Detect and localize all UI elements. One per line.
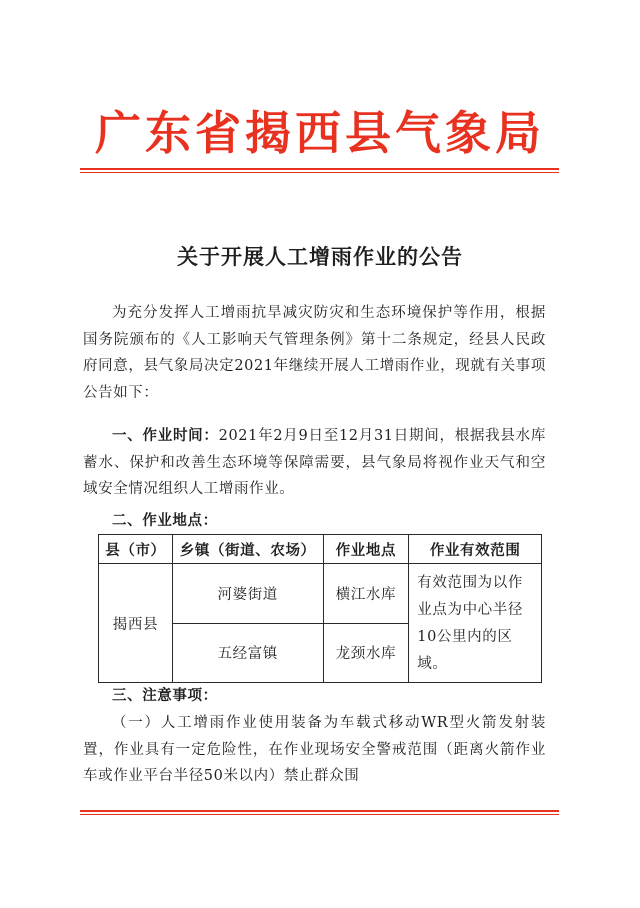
intro-paragraph: 为充分发挥人工增雨抗旱减灾防灾和生态环境保护等作用，根据国务院颁布的《人工影响天气管理条例》第十二条规定，经县人民政府同意，县气象局决定2021年继续开展人工增雨作业，现就有关事项公告如下：: [83, 305, 546, 401]
table-row: [99, 564, 542, 624]
table-header-site: 作业地点: [323, 535, 409, 564]
table-cell-county: 揭西县: [99, 564, 173, 683]
footer-red-rule: [80, 810, 559, 812]
table-header-row: [99, 535, 542, 564]
table-header-range: 作业有效范围: [409, 535, 542, 564]
table-cell-site: 横江水库: [323, 564, 409, 624]
table-cell-range: 有效范围为以作业点为中心半径10公里内的区域。: [409, 564, 542, 683]
issuing-organization-title: 广东省揭西县气象局: [95, 106, 545, 160]
table-header-town: 乡镇（街道、农场）: [172, 535, 323, 564]
section-2-heading: 二、作业地点：: [112, 512, 218, 529]
table-cell-town: 河婆街道: [172, 564, 323, 624]
section-1-body: 2021年2月9日至12月31日期间，根据我县水库蓄水、保护和改善生态环境等保障需要，县气象局将视作业天气和空域安全情况组织人工增雨作业。: [83, 428, 546, 497]
operation-sites-table: [98, 534, 542, 683]
table-cell-site: 龙颈水库: [323, 623, 409, 683]
header-red-rule: [80, 168, 559, 170]
section-1-paragraph: [83, 423, 546, 503]
table-header-county: 县（市）: [99, 535, 173, 564]
section-3-heading: 三、注意事项：: [112, 687, 218, 704]
document-title: 关于开展人工增雨作业的公告: [177, 244, 463, 269]
header-red-rule-thin: [80, 172, 559, 173]
table-cell-town: 五经富镇: [172, 623, 323, 683]
footer-red-rule-thin: [80, 814, 559, 815]
section-3-item-1: （一）人工增雨作业使用装备为车载式移动WR型火箭发射装置，作业具有一定危险性，在作业现场安全警戒范围（距离火箭作业车或作业平台半径50米以内）禁止群众围: [83, 715, 546, 784]
section-1-heading: 一、作业时间：: [112, 427, 219, 444]
